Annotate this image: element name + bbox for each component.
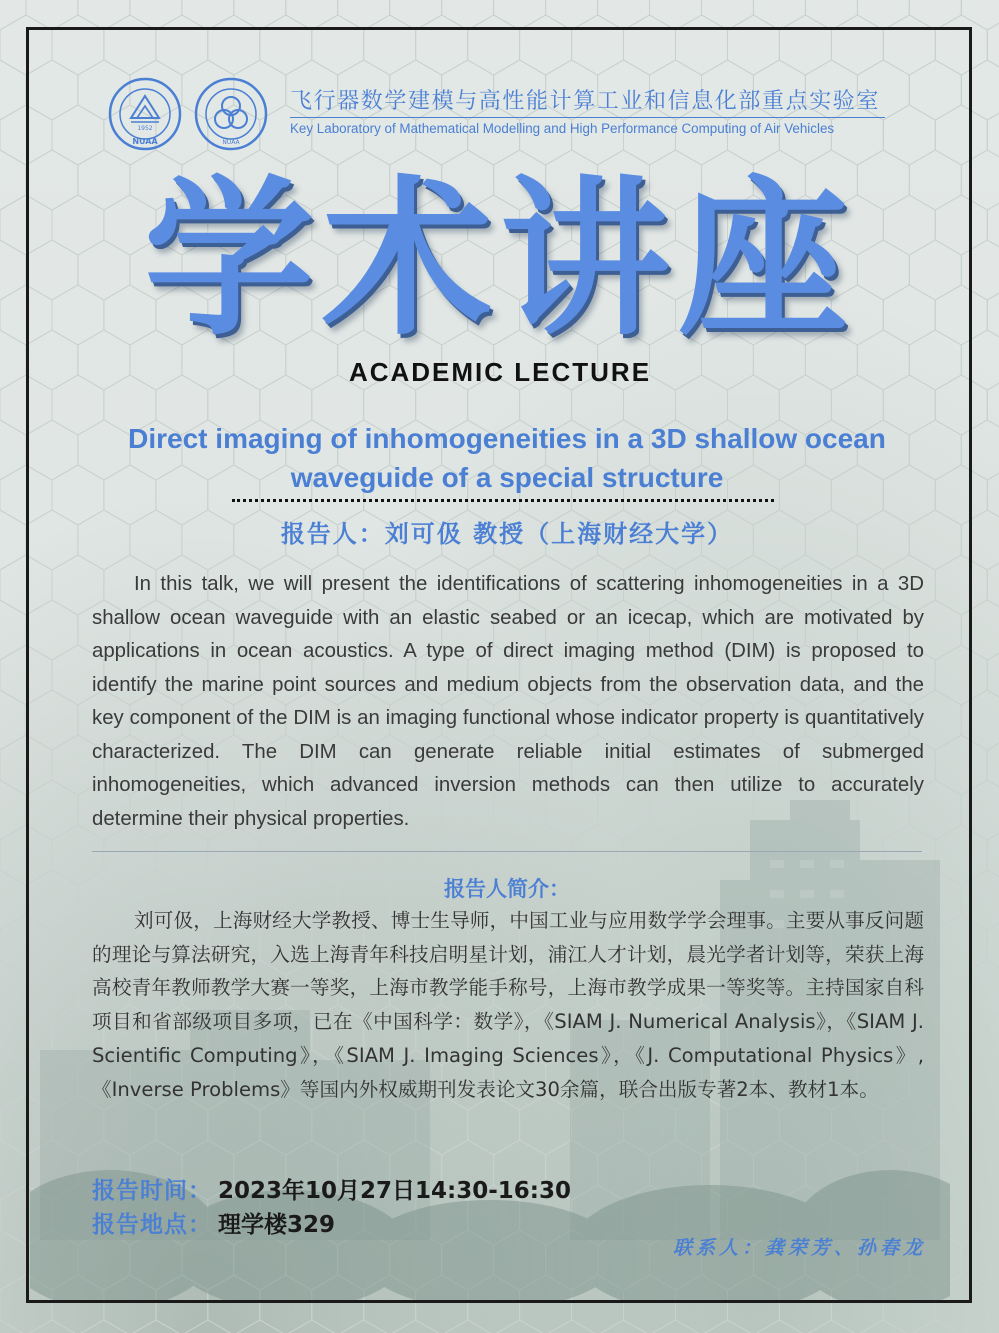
lab-name-chinese: 飞行器数学建模与高性能计算工业和信息化部重点实验室 bbox=[290, 89, 881, 114]
section-divider bbox=[92, 851, 922, 852]
main-title-english: ACADEMIC LECTURE bbox=[348, 357, 652, 387]
place-value: 理学楼329 bbox=[218, 1212, 336, 1238]
lab-logo bbox=[193, 76, 269, 152]
time-value: 2023年10月27日14:30-16:30 bbox=[218, 1178, 571, 1204]
speaker-bio: 刘可伋，上海财经大学教授、博士生导师，中国工业与应用数学学会理事。主要从事反问题的理论与算法研究，入选上海青年科技启明星计划，浦江人才计划，晨光学者计划等，荣获上海高校青年教师教学大赛一等奖，上海市教学能手称号，上海市教学成果一等奖等。主持国家自科项目和省部级项目多项，已在《中国科学：数学》，《SIAM J. Numerical Analysis》，《SIAM J. Scientific Computing》，《SIAM J. Imaging Sciences》，《J. Computational Physics》,《Inverse Problems》等国内外权威期刊发表论文30余篇，联合出版专著2本、教材1本。 bbox=[92, 909, 924, 1101]
time-label: 报告时间： bbox=[92, 1178, 212, 1204]
logo1-year: 1952 bbox=[137, 125, 153, 132]
talk-abstract: In this talk, we will present the identifications of scattering inhomogeneities in a 3D shallow ocean waveguide with an elastic seabed or an icecap, which are motivated by applications in ocean acoustics. A type of direct imaging method (DIM) is proposed to identify the marine point sources and medium objects from the observation data, and the key component of the DIM is an imaging functional whose indicator property is quantitatively characterized. The DIM can generate reliable initial estimates of submerged inhomogeneities, which advanced inversion methods can then utilize to accurately determine their physical properties. bbox=[92, 573, 924, 830]
contact-persons: 联系人：龚荣芳、孙春龙 bbox=[672, 1237, 926, 1259]
lecture-place-row bbox=[92, 1206, 335, 1239]
lecture-time-row bbox=[92, 1172, 571, 1205]
place-label: 报告地点： bbox=[92, 1212, 212, 1238]
speaker-line: 报告人：刘可伋 教授（上海财经大学） bbox=[280, 520, 734, 548]
bio-heading: 报告人简介： bbox=[444, 877, 570, 901]
talk-title: Direct imaging of inhomogeneities in a 3D shallow ocean waveguide of a special structure bbox=[128, 423, 886, 493]
logo2-text: NUAA bbox=[222, 139, 240, 146]
nuaa-university-logo bbox=[107, 76, 183, 152]
dotted-divider bbox=[232, 499, 774, 502]
main-title-chinese: 学术讲座 bbox=[143, 161, 856, 359]
logo1-text: NUAA bbox=[132, 137, 158, 146]
lab-name-divider bbox=[290, 117, 885, 118]
lab-name-english: Key Laboratory of Mathematical Modelling and High Performance Computing of Air Vehicles bbox=[290, 121, 835, 136]
